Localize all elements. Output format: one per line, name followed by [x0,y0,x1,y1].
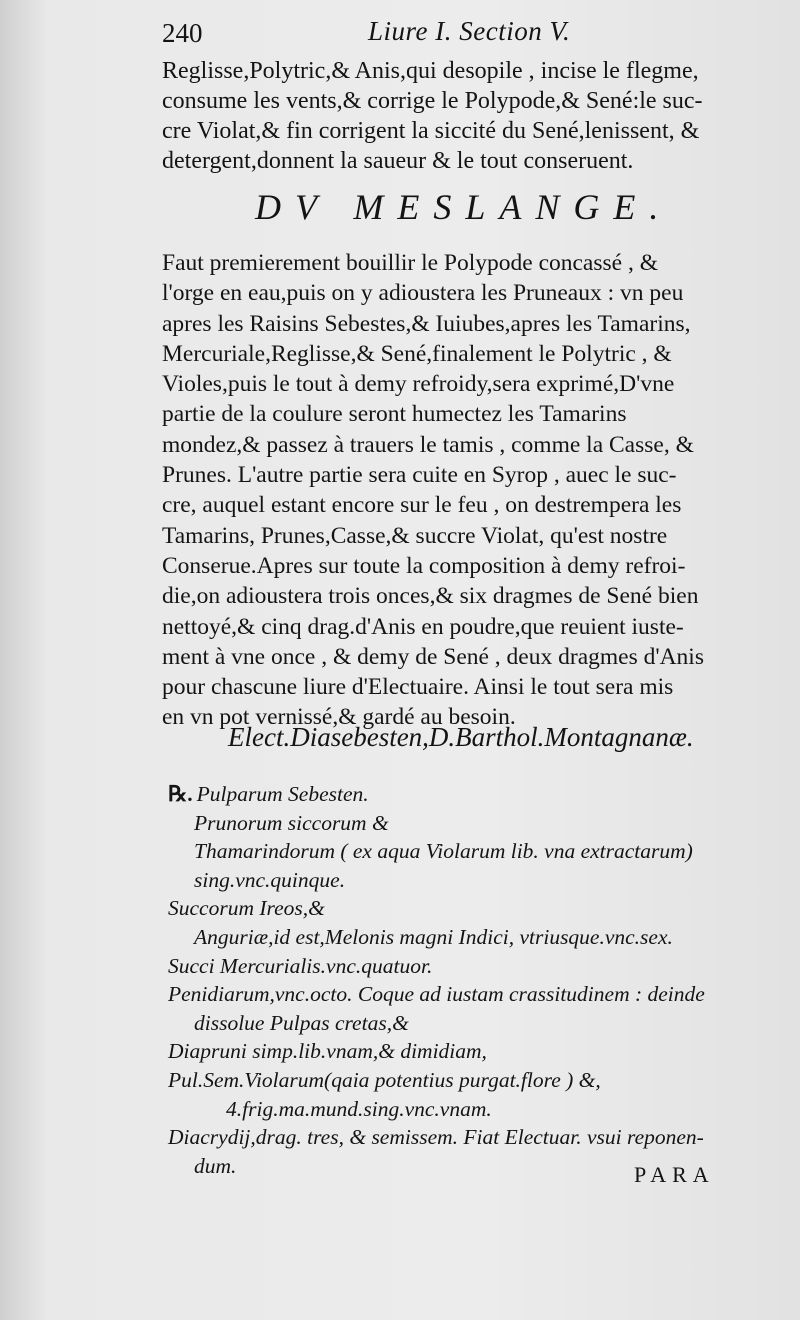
recipe-list [168,780,768,1180]
recipe-line: Thamarindorum ( ex aqua Violarum lib. vna extractarum) [194,839,693,864]
text-line: die,on adioustera trois onces,& six dragmes de Sené bien [162,583,699,610]
text-line: Faut premierement bouillir le Polypode concassé , & [162,250,658,276]
text-line: Tamarins, Prunes,Casse,& succre Violat, qu'est nostre [162,522,668,549]
text-line: Conserue.Apres sur toute la composition à demy refroi- [162,552,686,579]
text-line: Mercuriale,Reglisse,& Sené,finalement le Polytric , & [162,340,672,367]
text-line: partie de la coulure seront humectez les Tamarins [162,401,627,428]
recipe-line: Diacrydij,drag. tres, & semissem. Fiat Electuar. vsui reponen- [168,1125,704,1150]
recipe-line: Prunorum siccorum & [194,810,389,835]
text-line: l'orge en eau,puis on y adioustera les Pruneaux : vn peu [162,280,684,307]
recipe-line: 4.frig.ma.mund.sing.vnc.vnam. [226,1096,492,1121]
recipe-line: dum. [194,1153,237,1178]
text-line: en vn pot vernissé,& gardé au besoin. [162,704,516,731]
page-header [162,14,772,54]
text-line: cre, auquel estant encore sur le feu , on destrempera les [162,492,682,519]
recipe-line: Pul.Sem.Violarum(qaia potentius purgat.flore ) &, [168,1067,601,1092]
text-line: consume les vents,& corrige le Polypode,& Sené:le suc- [162,88,703,114]
page-number: 240 [162,18,203,48]
recipe-line: Succi Mercurialis.vnc.quatuor. [168,953,433,978]
recipe-line: sing.vnc.quinque. [194,867,346,892]
text-line: apres les Raisins Sebestes,& Iuiubes,apres les Tamarins, [162,310,691,337]
recipe-line: Diapruni simp.lib.vnam,& dimidiam, [168,1039,487,1064]
intro-paragraph [162,56,760,176]
recipe-line: Succorum Ireos,& [168,896,325,921]
text-line: pour chascune liure d'Electuaire. Ainsi le tout sera mis [162,674,674,701]
recipe-line: Anguriæ,id est,Melonis magni Indici, vtriusque.vnc.sex. [194,924,673,949]
section-title: DV MESLANGE. [255,187,673,227]
text-line: mondez,& passez à trauers le tamis , comme la Casse, & [162,431,694,458]
text-line: detergent,donnent la saueur & le tout conseruent. [162,148,634,174]
recipe-symbol: ℞. [168,782,193,806]
text-line: cre Violat,& fin corrigent la siccité du Sené,lenissent, & [162,118,700,144]
recipe-line-text: Pulparum Sebesten. [196,782,369,806]
text-line: ment à vne once , & demy de Sené , deux dragmes d'Anis [162,643,704,670]
recipe-title: Elect.Diasebesten,D.Barthol.Montagnanæ. [228,722,694,752]
text-line: nettoyé,& cinq drag.d'Anis en poudre,que reuient iuste- [162,613,684,640]
text-line: Prunes. L'autre partie sera cuite en Syrop , auec le suc- [162,462,677,489]
text-line: Violes,puis le tout à demy refroidy,sera exprimé,D'vne [162,371,675,398]
catchword: PARA [634,1162,715,1187]
text-line: Reglisse,Polytric,& Anis,qui desopile , incise le flegme, [162,58,699,84]
body-paragraph [162,248,760,733]
running-head: Liure I. Section V. [368,16,571,46]
recipe-line [168,780,768,809]
recipe-line: dissolue Pulpas cretas,& [194,1010,409,1035]
recipe-line: Penidiarum,vnc.octo. Coque ad iustam crassitudinem : deinde [168,982,705,1007]
